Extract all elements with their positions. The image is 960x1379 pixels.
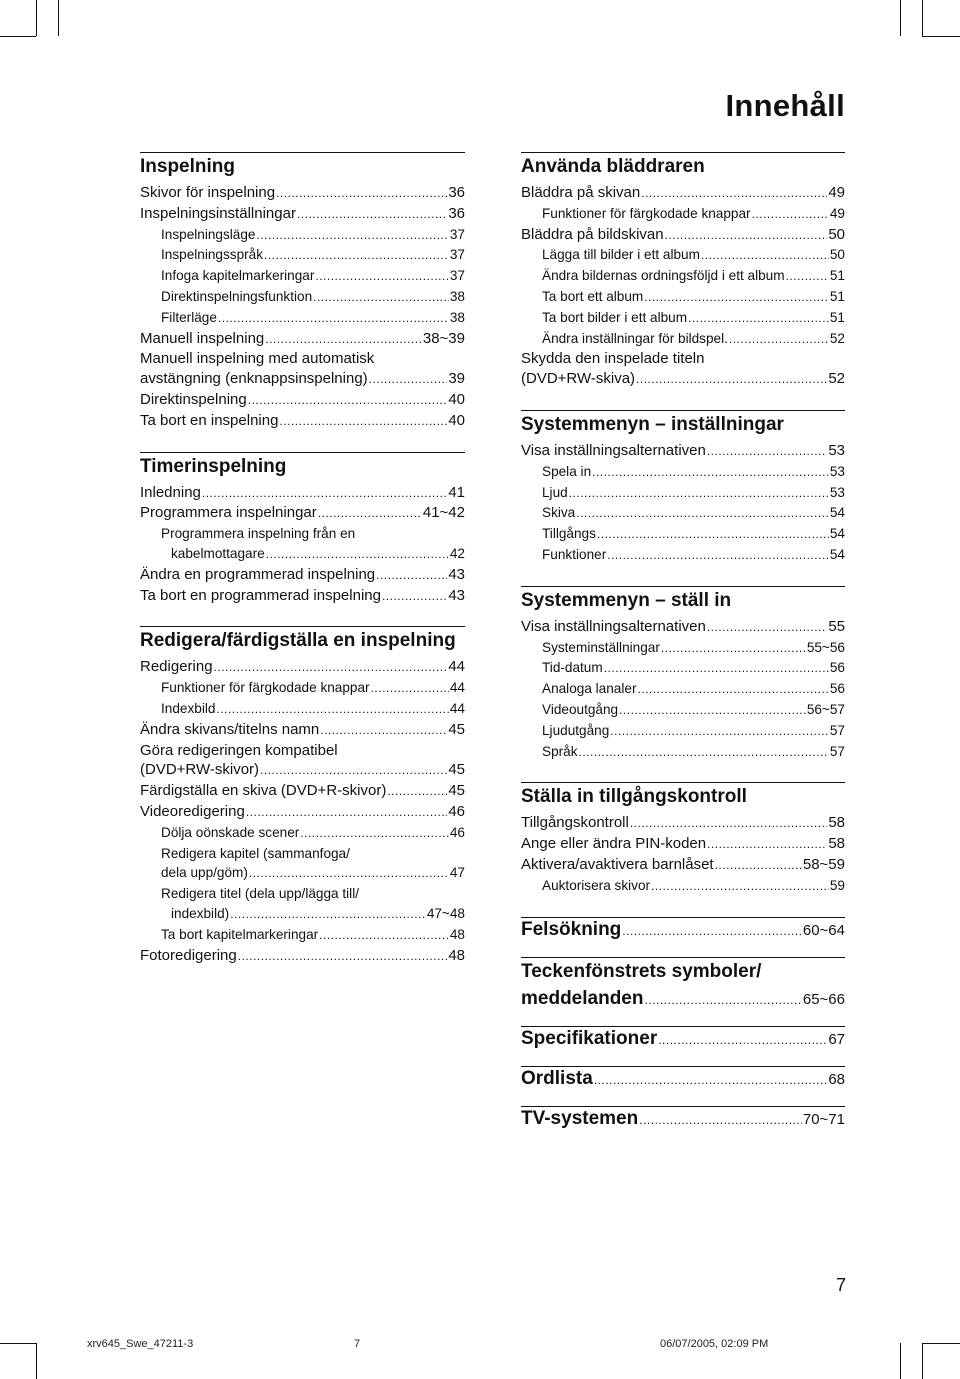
toc-dot-leader [658,1031,827,1049]
toc-dot-leader [214,657,448,678]
toc-dot-leader [752,204,829,225]
toc-entry [521,742,845,763]
toc-dot-leader [276,183,447,204]
toc-section [140,626,465,966]
toc-page-number: 58 [828,814,845,832]
toc-page-number: 37 [449,268,465,284]
toc-page-number: 49 [828,184,845,201]
toc-entry-text: Redigera titel (dela upp/lägga till/ [161,886,359,902]
crop-mark [922,1343,960,1344]
toc-dot-leader [644,287,829,308]
toc-entry-text: Bläddra på bildskivan [521,225,664,243]
section-title: Ordlista [521,1067,593,1089]
toc-entry-text: Ange eller ändra PIN-koden [521,835,707,853]
toc-right-column [521,152,845,1146]
crop-mark [58,0,59,36]
toc-entry-text: Funktioner för färgkodade knappar [161,680,370,696]
toc-page-number: 37 [449,247,465,263]
toc-dot-leader [320,720,447,741]
toc-entry-text: Systeminställningar [542,639,660,655]
section-title: Använda bläddraren [521,156,705,177]
section-title: Felsökning [521,918,622,940]
toc-entry [521,441,845,462]
toc-page-number: 41~42 [422,504,465,522]
toc-section [140,152,465,432]
toc-page-number: 51 [829,268,845,284]
toc-page-number: 68 [828,1070,845,1088]
toc-title-entry [521,957,845,1010]
crop-mark [922,36,960,37]
toc-dot-leader [279,411,447,432]
toc-dot-leader [315,266,448,287]
toc-entry [140,390,465,411]
toc-entry [521,855,845,876]
toc-entry [140,565,465,586]
toc-page-number: 46 [448,802,465,820]
footer-page: 7 [354,1338,361,1350]
section-title: Specifikationer [521,1027,658,1049]
toc-dot-leader [707,834,827,855]
toc-entry-text: Ljudutgång [542,722,610,738]
toc-page-number: 51 [829,309,845,325]
toc-entry [140,287,465,308]
toc-title-entry [521,917,845,941]
section-title: TV-systemen [521,1107,639,1129]
toc-dot-leader [297,204,447,225]
toc-page-number: 43 [448,586,465,604]
toc-page-number: 54 [829,505,845,521]
toc-dot-leader [715,855,802,876]
toc-entry-text: Lägga till bilder i ett album [542,247,700,263]
toc-page-number: 48 [449,926,465,942]
toc-page-number: 45 [448,761,465,779]
toc-page-number: 36 [448,184,465,201]
crop-mark [0,36,36,37]
toc-page-number: 55 [828,617,845,635]
toc-entry-text: Tillgångs [542,526,596,542]
toc-entry-text: Inspelningsinställningar [140,204,296,222]
toc-dot-leader [569,483,829,504]
toc-entry-text: Funktioner för färgkodade knappar [542,205,751,221]
toc-entry-text: (DVD+RW-skivor) [140,761,260,779]
toc-page-number: 67 [828,1030,845,1048]
toc-entry-text: Tillgångskontroll [521,814,629,832]
toc-page-number: 54 [829,526,845,542]
toc-entry-text: Ändra skivans/titelns namn [140,720,320,738]
toc-entry-text: Inspelningsläge [161,226,256,242]
toc-entry-text: Språk [542,743,578,759]
toc-entry-text: Skiva [542,505,576,521]
toc-dot-leader [230,904,426,925]
toc-entry-text: Filterläge [161,309,217,325]
toc-section [521,410,845,566]
toc-page-number: 38 [449,309,465,325]
toc-entry [140,904,465,925]
toc-page-number: 60~64 [802,921,845,939]
toc-entry [521,658,845,679]
toc-dot-leader [786,266,829,287]
toc-entry [521,329,845,350]
toc-entry [521,834,845,855]
toc-entry-text: Manuell inspelning med automatisk [140,350,375,368]
toc-section [521,152,845,390]
toc-entry [521,245,845,266]
toc-entry [521,988,845,1010]
toc-entry-text: (DVD+RW-skiva) [521,370,636,388]
toc-entry [521,483,845,504]
page-number: 7 [835,1275,846,1295]
toc-page-number: 52 [828,370,845,388]
toc-entry [521,813,845,834]
toc-entry-text: Direktinspelning [140,390,247,408]
toc-dot-leader [707,617,827,638]
toc-entry [140,720,465,741]
toc-dot-leader [579,742,829,763]
toc-dot-leader [636,369,827,390]
toc-entry-text: Funktioner [542,546,607,562]
toc-dot-leader [371,678,449,699]
toc-entry-text: Ta bort en inspelning [140,411,279,429]
toc-entry-text: Bläddra på skivan [521,184,641,201]
toc-page-number: 46 [449,824,465,840]
toc-dot-leader [637,679,828,700]
toc-page-number: 56~57 [806,701,845,717]
toc-entry [521,503,845,524]
toc-page-number: 53 [829,484,845,500]
crop-mark [36,0,37,36]
toc-page-number: 40 [448,411,465,429]
toc-entry [140,781,465,802]
toc-entry [140,266,465,287]
toc-dot-leader [382,586,447,607]
toc-section [521,586,845,763]
toc-dot-leader [266,544,449,565]
toc-section [140,452,465,607]
toc-page-number: 38~39 [422,329,465,347]
toc-entry [140,483,465,504]
toc-entry-text: Ljud [542,484,568,500]
toc-entry [521,225,845,246]
toc-title-entry [521,1106,845,1130]
toc-page-number: 53 [828,441,845,459]
toc-entry-text: Ta bort bilder i ett album [542,309,688,325]
toc-entry-text: avstängning (enknappsinspelning) [140,370,368,388]
toc-entry-text: Ta bort kapitelmarkeringar [161,926,319,942]
toc-entry-text: Visa inställningsalternativen [521,441,706,459]
toc-entry-text: Indexbild [161,700,216,716]
toc-page-number: 44 [449,680,465,696]
toc-dot-leader [369,369,448,390]
toc-page-number: 40 [448,390,465,408]
toc-dot-leader [630,813,827,834]
toc-dot-leader [256,225,448,246]
footer-date: 06/07/2005, 02:09 PM [660,1338,769,1350]
toc-entry-text: Dölja oönskade scener [161,824,300,840]
toc-entry-text: Videoutgång [542,701,619,717]
toc-page-number: 47 [449,865,465,881]
toc-dot-leader [238,946,448,967]
toc-page-number: 57 [829,722,845,738]
toc-page-number: 50 [829,247,845,263]
toc-entry-text: Videoredigering [140,802,245,820]
toc-page-number: 54 [829,546,845,562]
toc-page-number: 52 [829,330,845,346]
toc-page-number: 44 [449,700,465,716]
toc-dot-leader [376,565,447,586]
toc-dot-leader [729,329,829,350]
toc-entry [140,411,465,432]
toc-entry-text: Analoga lanaler [542,681,637,697]
toc-entry [521,679,845,700]
section-title: meddelanden [521,987,644,1009]
toc-entry [521,617,845,638]
toc-dot-leader [576,503,829,524]
toc-entry-text: Programmera inspelningar [140,504,317,522]
toc-entry [140,863,465,884]
toc-entry-text: Färdigställa en skiva (DVD+R-skivor) [140,782,387,800]
toc-dot-leader [202,483,447,504]
toc-page-number: 48 [448,946,465,964]
toc-dot-leader [701,245,829,266]
toc-page-number: 56 [829,681,845,697]
toc-entry [521,1108,845,1130]
toc-entry [140,657,465,678]
toc-page-number: 36 [448,204,465,222]
toc-entry [521,369,845,390]
toc-page-number: 57 [829,743,845,759]
toc-page-number: 58 [828,835,845,853]
toc-page-number: 39 [448,370,465,388]
crop-mark [900,1343,901,1379]
toc-entry [521,204,845,225]
toc-page-number: 42 [449,545,465,561]
toc-entry [521,1068,845,1090]
toc-dot-leader [688,308,829,329]
toc-dot-leader [610,721,829,742]
footer-file: xrv645_Swe_47211-3 [87,1338,194,1350]
toc-dot-leader [639,1111,802,1129]
toc-dot-leader [707,441,827,462]
toc-entry-text: Ta bort en programmerad inspelning [140,586,381,604]
toc-dot-leader [651,876,829,897]
crop-mark [36,1343,37,1379]
toc-entry [140,544,465,565]
toc-entry [140,823,465,844]
toc-entry-text: Tid-datum [542,660,603,676]
toc-dot-leader [319,925,449,946]
toc-dot-leader [597,524,829,545]
toc-dot-leader [249,863,449,884]
toc-entry-text: Inspelningsspråk [161,247,264,263]
section-title: Teckenfönstrets symboler/ [521,960,762,982]
section-title: Systemmenyn – ställ in [521,589,732,611]
toc-entry-text: Göra redigeringen kompatibel [140,741,338,759]
toc-entry [140,699,465,720]
toc-entry [521,524,845,545]
toc-entry [140,760,465,781]
crop-mark [0,1343,36,1344]
toc-page-number: 65~66 [802,990,845,1008]
toc-entry-text: Manuell inspelning [140,329,265,347]
toc-dot-leader [318,503,422,524]
toc-dot-leader [592,462,829,483]
toc-page-number: 56 [829,660,845,676]
toc-page-number: 45 [448,720,465,738]
section-title: Systemmenyn – inställningar [521,413,784,435]
toc-entry [140,204,465,225]
page-title: Innehåll [725,88,845,123]
toc-dot-leader [641,183,827,204]
crop-mark [922,0,923,36]
toc-entry [521,545,845,566]
toc-entry [521,462,845,483]
toc-entry [521,700,845,721]
toc-entry-text: Fotoredigering [140,946,237,964]
toc-entry-text: Ändra inställningar för bildspel. [542,330,728,346]
toc-entry [521,287,845,308]
toc-dot-leader [248,390,448,411]
toc-entry-text: Aktivera/avaktivera barnlåset [521,855,714,873]
toc-title-entry [521,1066,845,1090]
toc-dot-leader [594,1071,828,1089]
toc-page-number: 38 [449,288,465,304]
toc-dot-leader [216,699,448,720]
toc-entry [140,802,465,823]
toc-entry [140,308,465,329]
toc-page-number: 55~56 [806,639,845,655]
toc-entry [140,946,465,967]
toc-page-number: 53 [829,463,845,479]
toc-dot-leader [387,781,447,802]
toc-entry-text: Inledning [140,483,201,501]
toc-page-number: 47~48 [426,905,465,921]
section-title: Inspelning [140,156,235,177]
toc-entry-text: Ändra en programmerad inspelning [140,565,376,583]
toc-entry [521,721,845,742]
toc-section [521,782,845,896]
toc-entry-text: Direktinspelningsfunktion [161,288,313,304]
toc-page-number: 44 [448,658,465,676]
toc-entry-text: Programmera inspelning från en [161,526,356,542]
toc-page-number: 41 [448,483,465,501]
toc-dot-leader [260,760,447,781]
toc-entry-text: Skivor för inspelning [140,184,276,201]
toc-page-number: 43 [448,565,465,583]
toc-entry-text: Redigering [140,658,213,676]
crop-mark [922,1343,923,1379]
toc-dot-leader [313,287,449,308]
toc-entry [521,1028,845,1050]
toc-dot-leader [264,245,449,266]
toc-entry [140,245,465,266]
toc-page-number: 45 [448,782,465,800]
toc-dot-leader [607,545,829,566]
section-title: Timerinspelning [140,455,287,477]
toc-title-entry [521,1026,845,1050]
toc-left-column [140,152,465,986]
toc-entry-text: Infoga kapitelmarkeringar [161,268,315,284]
toc-entry-text: Spela in [542,463,592,479]
toc-entry-text: Visa inställningsalternativen [521,617,706,635]
toc-dot-leader [265,329,422,350]
toc-entry [140,925,465,946]
toc-page-number: 59 [829,877,845,893]
toc-entry [521,183,845,204]
toc-page-number: 37 [449,226,465,242]
toc-entry [140,369,465,390]
toc-page-number: 58~59 [802,855,845,873]
toc-dot-leader [644,991,801,1009]
toc-entry [521,266,845,287]
toc-dot-leader [604,658,829,679]
section-title: Redigera/färdigställa en inspelning [140,630,456,652]
toc-entry-text: Ändra bildernas ordningsföljd i ett album [542,268,785,284]
toc-dot-leader [661,638,806,659]
toc-entry [140,503,465,524]
toc-entry [140,329,465,350]
crop-mark [900,0,901,36]
toc-entry [140,586,465,607]
toc-entry [521,919,845,941]
toc-entry-text: indexbild) [171,905,230,921]
section-title: Ställa in tillgångskontroll [521,786,747,808]
toc-dot-leader [246,802,448,823]
toc-page-number: 70~71 [802,1110,845,1128]
toc-entry [521,638,845,659]
toc-entry [140,183,465,204]
toc-dot-leader [300,823,449,844]
toc-dot-leader [218,308,449,329]
toc-entry-text: kabelmottagare [171,545,265,561]
toc-page-number: 50 [828,225,845,243]
toc-page-number: 51 [829,288,845,304]
toc-entry-text: Auktorisera skivor [542,877,651,893]
toc-dot-leader [622,922,802,940]
toc-entry [521,308,845,329]
toc-entry-text: Skydda den inspelade titeln [521,350,705,368]
toc-entry-text: dela upp/göm) [161,865,248,881]
toc-dot-leader [665,225,828,246]
toc-entry-text: Redigera kapitel (sammanfoga/ [161,845,350,861]
toc-entry [521,876,845,897]
toc-page-number: 49 [829,205,845,221]
toc-entry [140,678,465,699]
toc-entry-text: Ta bort ett album [542,288,644,304]
toc-dot-leader [619,700,806,721]
toc-entry [140,225,465,246]
